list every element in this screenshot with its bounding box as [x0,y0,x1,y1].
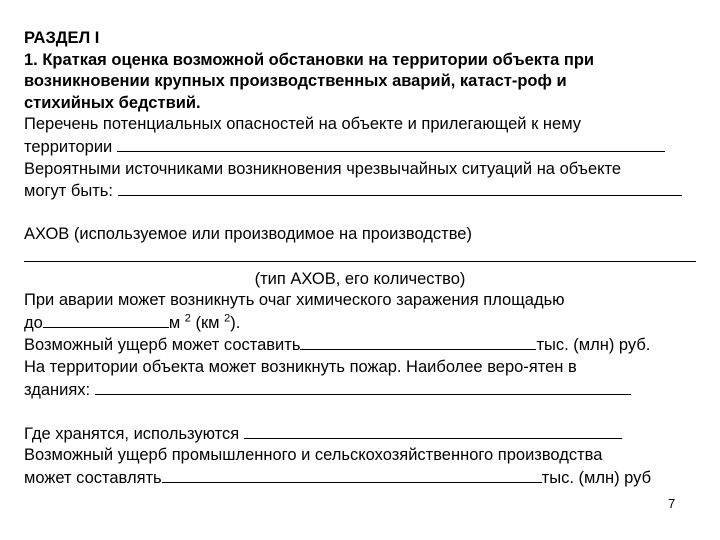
hazards-blank[interactable] [117,136,665,152]
document-page [24,28,696,489]
industry-text-line-2 [24,467,696,490]
ahov-text: АХОВ (используемое или производимое на производстве) [24,225,472,244]
hazards-text-line-1: Перечень потенциальных опасностей на объекте и прилегающей к нему [24,115,581,134]
hazards-text-line-2 [24,136,696,159]
section-heading-line-2: возникновении крупных производственных аварий, катаст-роф и [24,72,567,91]
section-heading-line-1: 1. Краткая оценка возможной обстановки на территории объекта при [24,50,595,69]
fire-text-line-1: На территории объекта может возникнуть пожар. Наиболее веро-ятен в [24,357,577,376]
storage-line [24,423,696,446]
chem-unit-km: (км [190,313,220,332]
chem-unit-m: м [168,313,181,332]
sources-label: могут быть: [24,182,113,201]
ahov-caption: (тип АХОВ, его количество) [254,269,466,288]
sources-blank[interactable] [118,180,682,196]
chem-text-line-2 [24,312,696,335]
storage-prefix: Где хранятся, используются [24,424,240,443]
fire-blank[interactable] [95,379,631,395]
industry-blank[interactable] [162,467,542,483]
chem-unit-end: ). [230,313,241,332]
ahov-blank-line [24,246,696,269]
page-number: 7 [668,496,676,511]
chem-text-line-1: При аварии может возникнуть очаг химического заражения площадью [24,291,565,310]
chem-area-blank[interactable] [43,312,169,328]
section-label: РАЗДЕЛ I [24,29,100,47]
fire-text-line-2 [24,379,696,402]
chem-sup-1: 2 [184,312,191,325]
damage-blank[interactable] [300,334,536,350]
sources-text-line-1: Вероятными источниками возникновения чрезвычайных ситуаций на объекте [24,159,622,178]
storage-blank[interactable] [244,423,622,439]
industry-text-line-1: Возможный ущерб промышленного и сельскохозяйственного производства [24,446,603,465]
damage-suffix: тыс. (млн) руб. [536,336,651,355]
hazards-label: территории [24,137,113,156]
chem-prefix: до [24,313,43,332]
damage-line [24,334,696,357]
chem-sup-2: 2 [224,312,231,325]
industry-prefix: может составлять [24,468,162,487]
section-heading-line-3: стихийных бедствий. [24,93,201,112]
fire-label: зданиях: [24,380,91,399]
damage-prefix: Возможный ущерб может составить [24,336,301,355]
ahov-caption-line [24,269,696,291]
ahov-blank[interactable] [24,246,696,262]
sources-text-line-2 [24,180,696,203]
industry-suffix: тыс. (млн) руб [541,468,652,487]
